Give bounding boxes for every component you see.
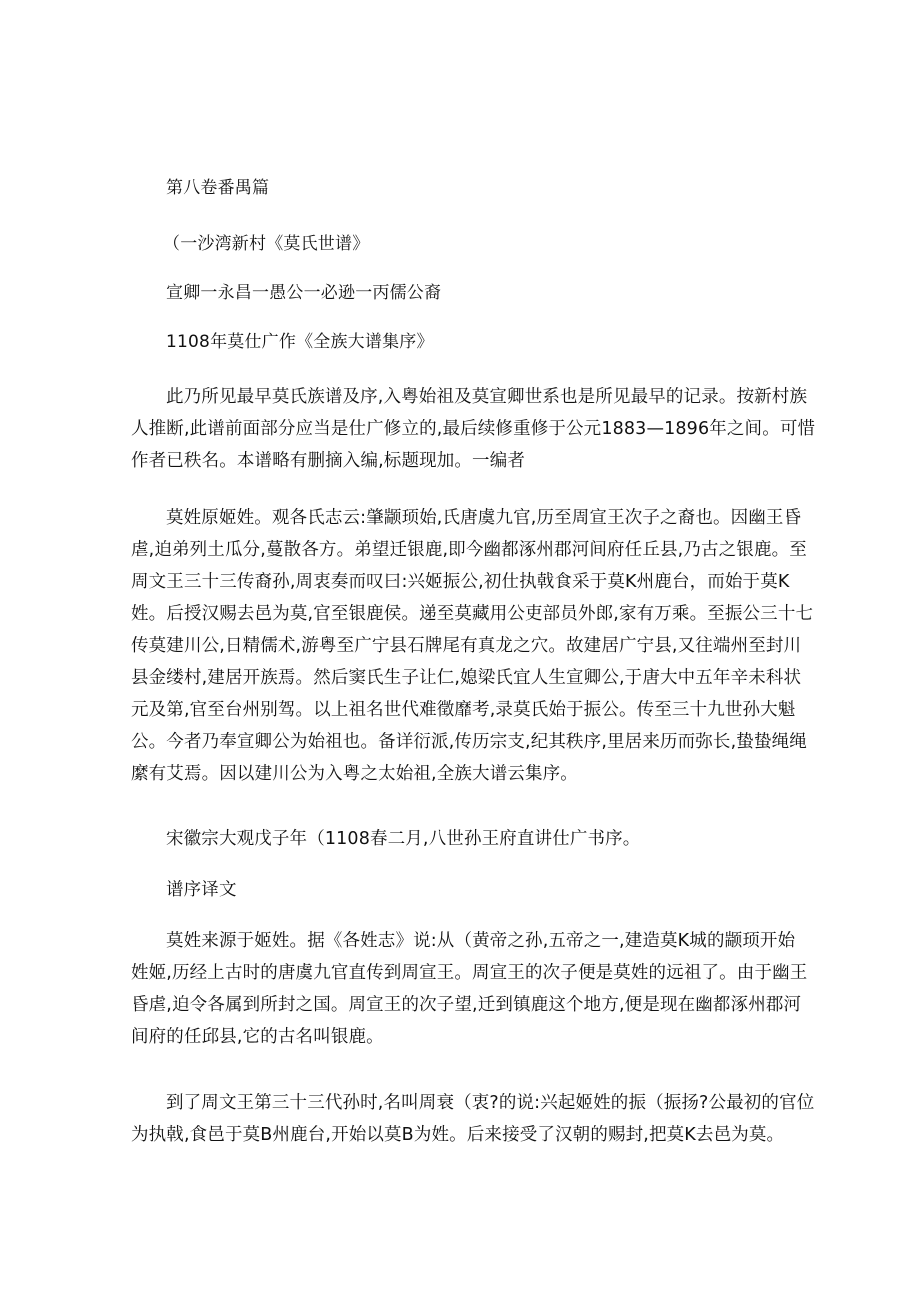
- paragraph-line: 莫姓来源于姬姓。据《各姓志》说:从（黄帝之孙,五帝之一,建造莫K城的颛顼开始: [166, 931, 796, 951]
- paragraph-line: 姓姬,历经上古时的唐虞九官直传到周宣王。周宣王的次子便是莫姓的远祖了。由于幽王: [131, 963, 808, 983]
- translation-paragraph-2: [131, 1087, 815, 1151]
- preface-date-paragraph: [131, 823, 771, 855]
- paragraph-line: 此乃所见最早莫氏族谱及序,入粤始祖及莫宣卿世系也是所见最早的记录。按新村族: [166, 387, 808, 407]
- paragraph-line: 作者已秩名。本谱略有删摘入编,标题现加。一编者: [131, 451, 526, 471]
- translation-paragraph-1: [131, 925, 808, 1053]
- paragraph-line: 姓。后授汉赐去邑为莫,官至银鹿侯。递至莫藏用公吏部员外郎,家有万乘。至振公三十七: [131, 604, 814, 624]
- paragraph-line: 虐,迫弟列土瓜分,蔓散各方。弟望迁银鹿,即今幽都涿州郡河间府任丘县,乃古之银鹿。至: [131, 540, 807, 560]
- preface-title: 1108年莫仕广作《全族大谱集序》: [166, 332, 434, 352]
- paragraph-line: 縻有艾焉。因以建川公为入粤之太始祖,全族大谱云集序。: [131, 764, 578, 784]
- paragraph-line: 莫姓原姬姓。观各氏志云:肇颛顼始,氏唐虞九官,历至周宣王次子之裔也。因幽王昏: [166, 508, 802, 528]
- paragraph-line: 间府的任邱县,它的古名叫银鹿。: [131, 1027, 384, 1047]
- translation-title-paragraph: [131, 874, 771, 906]
- paragraph-line: 元及第,官至台州别驾。以上祖名世代难徵靡考,录莫氏始于振公。传至三十九世孙大魁: [131, 700, 796, 720]
- paragraph-line: 县金缕村,建居开族焉。然后窦氏生子让仁,媳梁氏宜人生宣卿公,于唐大中五年辛未科状: [131, 668, 802, 688]
- preface-date: 宋徽宗大观戊子年（1108春二月,八世孙王府直讲仕广书序。: [166, 829, 641, 849]
- section-heading: （一沙湾新村《莫氏世谱》: [163, 234, 370, 254]
- preface-body-paragraph: [131, 502, 814, 790]
- paragraph-line: 昏虐,迫令各属到所封之国。周宣王的次子望,迁到镇鹿这个地方,便是现在幽都涿州郡河: [131, 995, 802, 1015]
- paragraph-line: 周文王三十三传裔孙,周衷奏而叹曰:兴姬振公,初仕执戟食采于莫K州鹿台，而始于莫K: [131, 572, 790, 592]
- translation-title: 谱序译文: [166, 880, 237, 900]
- paragraph-line: 传莫建川公,日精儒术,游粤至广宁县石牌尾有真龙之穴。故建居广宁县,又往端州至封川: [131, 636, 802, 656]
- lineage-heading: 宣卿一永昌一愚公一必逊一丙儒公裔: [166, 283, 442, 303]
- volume-heading: 第八卷番禺篇: [166, 178, 270, 198]
- paragraph-line: 人推断,此谱前面部分应当是仕广修立的,最后续修重修于公元1883—1896年之间。可惜: [131, 419, 816, 439]
- paragraph-line: 公。今者乃奉宣卿公为始祖也。备详衍派,传历宗支,纪其秩序,里居来历而弥长,蛰蛰绳绳: [131, 732, 807, 752]
- paragraph-line: 为执戟,食邑于莫B州鹿台,开始以莫B为姓。后来接受了汉朝的赐封,把莫K去邑为莫。: [131, 1125, 785, 1145]
- paragraph-line: 到了周文王第三十三代孙时,名叫周衰（衷?的说:兴起姬姓的振（振扬?公最初的官位: [166, 1093, 815, 1113]
- editor-note-paragraph: [131, 381, 816, 477]
